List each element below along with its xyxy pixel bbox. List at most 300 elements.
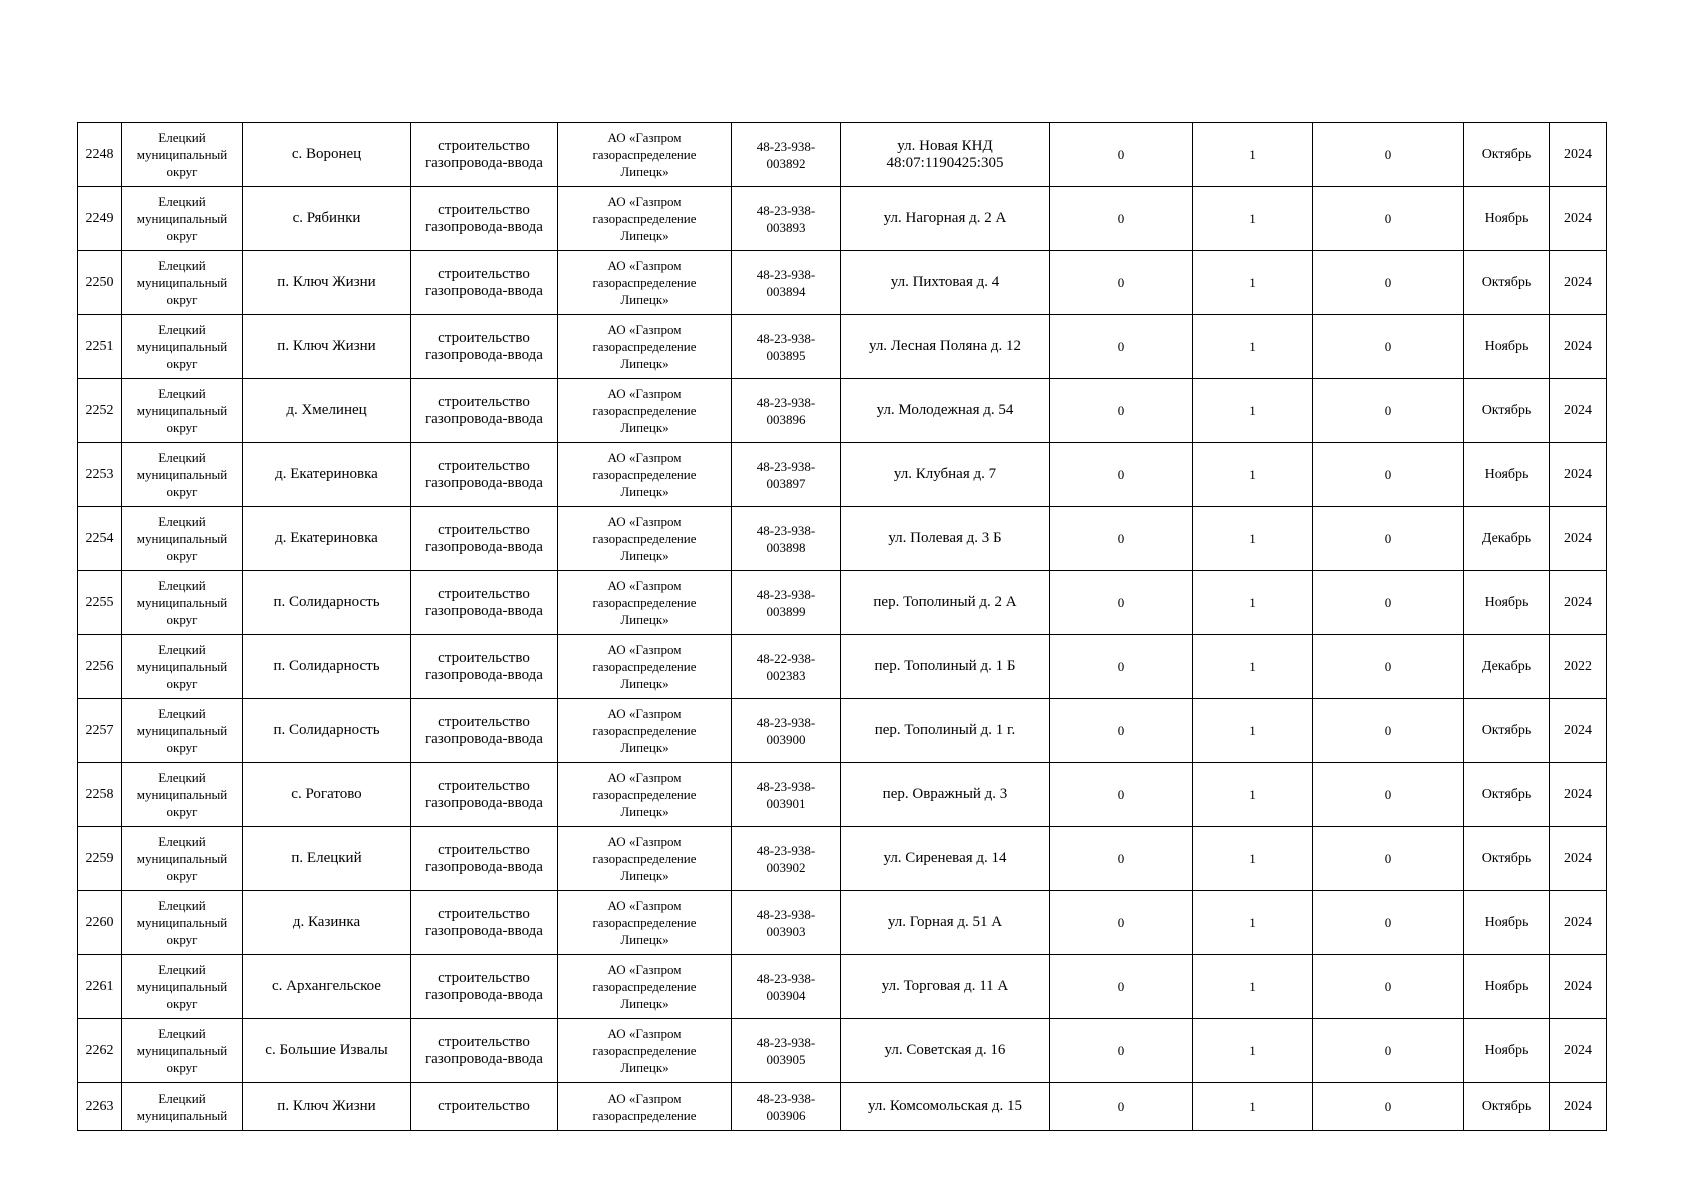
year-cell: 2024	[1550, 123, 1607, 187]
settlement-cell: п. Солидарность	[243, 699, 411, 763]
district-line: Елецкий	[158, 1026, 206, 1041]
settlement-cell: п. Ключ Жизни	[243, 251, 411, 315]
organization-line: Липецк»	[620, 676, 669, 691]
count-3-cell: 0	[1313, 187, 1464, 251]
count-1-cell: 0	[1050, 955, 1193, 1019]
organization-line: газораспределение	[592, 147, 697, 162]
district-line: Елецкий	[158, 514, 206, 529]
object-code-line: 003894	[766, 283, 806, 299]
row-number-cell: 2255	[78, 571, 122, 635]
row-number-cell: 2263	[78, 1083, 122, 1131]
count-3-cell: 0	[1313, 315, 1464, 379]
organization-line: АО «Газпром	[607, 130, 682, 145]
district-line: муниципальный	[136, 1107, 228, 1123]
district-line: Елецкий	[158, 1090, 206, 1106]
object-code-line: 003899	[766, 603, 806, 619]
organization-line: газораспределение	[592, 1107, 697, 1123]
address-cell	[841, 443, 1050, 507]
year-cell: 2024	[1550, 187, 1607, 251]
work-type-cell	[411, 443, 558, 507]
year-cell: 2024	[1550, 1083, 1607, 1131]
object-code-cell	[732, 699, 841, 763]
district-cell	[122, 379, 243, 443]
organization-line: газораспределение	[592, 787, 697, 802]
organization-line: Липецк»	[620, 804, 669, 819]
count-1-cell: 0	[1050, 251, 1193, 315]
row-number-cell: 2253	[78, 443, 122, 507]
address-line: ул. Нагорная д. 2 А	[883, 210, 1007, 226]
object-code-line: 48-23-938-	[756, 714, 816, 730]
object-code-cell	[732, 443, 841, 507]
district-line: Елецкий	[158, 450, 206, 465]
count-3-cell: 0	[1313, 891, 1464, 955]
month-cell: Октябрь	[1464, 827, 1550, 891]
work-type-cell	[411, 123, 558, 187]
district-line: муниципальный	[136, 339, 228, 354]
object-code-cell	[732, 827, 841, 891]
organization-line: АО «Газпром	[607, 898, 682, 913]
work-type-cell	[411, 571, 558, 635]
address-cell	[841, 891, 1050, 955]
organization-line: Липецк»	[620, 292, 669, 307]
count-3-cell: 0	[1313, 123, 1464, 187]
count-1-cell: 0	[1050, 1083, 1193, 1131]
district-line: муниципальный	[136, 403, 228, 418]
work-type-line: газопровода-ввода	[425, 410, 543, 427]
address-line: ул. Новая КНД	[897, 137, 993, 154]
district-line: округ	[166, 740, 198, 755]
district-line: Елецкий	[158, 706, 206, 721]
work-type-line: строительство	[438, 457, 530, 474]
object-code-cell	[732, 571, 841, 635]
organization-line: АО «Газпром	[607, 322, 682, 337]
row-number-cell: 2257	[78, 699, 122, 763]
work-type-cell	[411, 1083, 558, 1131]
object-code-cell	[732, 251, 841, 315]
object-code-cell	[732, 123, 841, 187]
district-line: Елецкий	[158, 130, 206, 145]
row-number-cell: 2252	[78, 379, 122, 443]
district-line: Елецкий	[158, 642, 206, 657]
work-type-cell	[411, 315, 558, 379]
organization-cell	[558, 635, 732, 699]
count-1-cell: 0	[1050, 379, 1193, 443]
organization-line: газораспределение	[592, 915, 697, 930]
work-type-line: строительство	[438, 585, 530, 602]
count-1-cell: 0	[1050, 635, 1193, 699]
address-line: ул. Горная д. 51 А	[887, 914, 1003, 930]
month-cell: Декабрь	[1464, 507, 1550, 571]
count-1-cell: 0	[1050, 891, 1193, 955]
work-type-line: газопровода-ввода	[425, 1050, 543, 1067]
district-line: муниципальный	[136, 467, 228, 482]
count-3-cell: 0	[1313, 571, 1464, 635]
work-type-cell	[411, 507, 558, 571]
object-code-cell	[732, 635, 841, 699]
table-row	[78, 763, 1607, 827]
organization-line: АО «Газпром	[607, 194, 682, 209]
settlement-cell: с. Рогатово	[243, 763, 411, 827]
work-type-line: строительство	[438, 969, 530, 986]
object-code-cell	[732, 955, 841, 1019]
year-cell: 2024	[1550, 315, 1607, 379]
district-cell	[122, 507, 243, 571]
organization-line: газораспределение	[592, 403, 697, 418]
month-cell: Ноябрь	[1464, 955, 1550, 1019]
district-line: Елецкий	[158, 386, 206, 401]
district-line: округ	[166, 292, 198, 307]
organization-line: Липецк»	[620, 420, 669, 435]
organization-line: газораспределение	[592, 531, 697, 546]
district-cell	[122, 251, 243, 315]
month-cell: Октябрь	[1464, 763, 1550, 827]
object-code-line: 48-23-938-	[756, 330, 816, 346]
settlement-cell: п. Солидарность	[243, 635, 411, 699]
count-3-cell: 0	[1313, 635, 1464, 699]
count-3-cell: 0	[1313, 507, 1464, 571]
address-cell	[841, 955, 1050, 1019]
work-type-line: газопровода-ввода	[425, 538, 543, 555]
address-cell	[841, 315, 1050, 379]
year-cell: 2024	[1550, 251, 1607, 315]
organization-line: газораспределение	[592, 211, 697, 226]
work-type-cell	[411, 699, 558, 763]
year-cell: 2024	[1550, 443, 1607, 507]
month-cell: Ноябрь	[1464, 315, 1550, 379]
organization-line: газораспределение	[592, 467, 697, 482]
row-number-cell: 2259	[78, 827, 122, 891]
year-cell: 2022	[1550, 635, 1607, 699]
object-code-line: 003900	[766, 731, 806, 747]
work-type-line: газопровода-ввода	[425, 602, 543, 619]
work-type-line: строительство	[438, 649, 530, 666]
address-line: ул. Лесная Поляна д. 12	[868, 338, 1021, 354]
address-line: ул. Комсомольская д. 15	[868, 1098, 1022, 1114]
address-cell	[841, 251, 1050, 315]
count-1-cell: 0	[1050, 827, 1193, 891]
district-cell	[122, 699, 243, 763]
organization-line: Липецк»	[620, 548, 669, 563]
district-cell	[122, 123, 243, 187]
work-type-line: строительство	[438, 905, 530, 922]
organization-cell	[558, 699, 732, 763]
work-type-cell	[411, 251, 558, 315]
table-row	[78, 571, 1607, 635]
object-code-line: 48-23-938-	[756, 586, 816, 602]
work-type-cell	[411, 1019, 558, 1083]
table-row	[78, 443, 1607, 507]
object-code-line: 003902	[766, 859, 806, 875]
work-type-line: газопровода-ввода	[425, 218, 543, 235]
work-type-cell	[411, 891, 558, 955]
count-2-cell: 1	[1193, 827, 1313, 891]
organization-line: АО «Газпром	[607, 386, 682, 401]
organization-line: АО «Газпром	[607, 962, 682, 977]
count-3-cell: 0	[1313, 1083, 1464, 1131]
organization-line: АО «Газпром	[607, 514, 682, 529]
work-type-line: строительство	[438, 201, 530, 218]
object-code-line: 003892	[766, 155, 806, 171]
address-line: пер. Тополиный д. 1 г.	[874, 722, 1016, 738]
organization-cell	[558, 763, 732, 827]
address-cell	[841, 1019, 1050, 1083]
work-type-line: строительство	[438, 841, 530, 858]
object-code-cell	[732, 763, 841, 827]
address-line: ул. Торговая д. 11 А	[881, 978, 1009, 994]
count-2-cell: 1	[1193, 443, 1313, 507]
month-cell: Октябрь	[1464, 379, 1550, 443]
object-code-line: 48-23-938-	[756, 1090, 816, 1106]
address-cell	[841, 187, 1050, 251]
count-2-cell: 1	[1193, 1019, 1313, 1083]
object-code-line: 003904	[766, 987, 806, 1003]
settlement-cell: п. Солидарность	[243, 571, 411, 635]
object-code-cell	[732, 507, 841, 571]
month-cell: Октябрь	[1464, 699, 1550, 763]
address-cell	[841, 571, 1050, 635]
district-line: округ	[166, 996, 198, 1011]
settlement-cell: с. Большие Извалы	[243, 1019, 411, 1083]
year-cell: 2024	[1550, 955, 1607, 1019]
month-cell: Декабрь	[1464, 635, 1550, 699]
row-number-cell: 2260	[78, 891, 122, 955]
organization-line: газораспределение	[592, 595, 697, 610]
row-number-cell: 2254	[78, 507, 122, 571]
row-number-cell: 2251	[78, 315, 122, 379]
object-code-line: 003903	[766, 923, 806, 939]
object-code-line: 48-23-938-	[756, 778, 816, 794]
count-2-cell: 1	[1193, 635, 1313, 699]
year-cell: 2024	[1550, 507, 1607, 571]
settlement-cell: д. Казинка	[243, 891, 411, 955]
organization-line: газораспределение	[592, 339, 697, 354]
table-row	[78, 123, 1607, 187]
organization-line: газораспределение	[592, 979, 697, 994]
month-cell: Ноябрь	[1464, 187, 1550, 251]
organization-line: АО «Газпром	[607, 578, 682, 593]
register-table	[77, 122, 1607, 1131]
object-code-line: 48-23-938-	[756, 842, 816, 858]
year-cell: 2024	[1550, 827, 1607, 891]
work-type-cell	[411, 763, 558, 827]
organization-line: АО «Газпром	[607, 1026, 682, 1041]
row-number-cell: 2262	[78, 1019, 122, 1083]
district-cell	[122, 763, 243, 827]
district-line: округ	[166, 804, 198, 819]
settlement-cell: п. Ключ Жизни	[243, 315, 411, 379]
organization-cell	[558, 1083, 732, 1131]
organization-line: газораспределение	[592, 275, 697, 290]
count-2-cell: 1	[1193, 379, 1313, 443]
year-cell: 2024	[1550, 1019, 1607, 1083]
work-type-line: газопровода-ввода	[425, 986, 543, 1003]
object-code-line: 48-23-938-	[756, 138, 816, 154]
district-line: Елецкий	[158, 194, 206, 209]
object-code-line: 003901	[766, 795, 806, 811]
work-type-line: строительство	[438, 329, 530, 346]
district-line: округ	[166, 228, 198, 243]
district-line: округ	[166, 548, 198, 563]
count-1-cell: 0	[1050, 507, 1193, 571]
district-line: муниципальный	[136, 915, 228, 930]
district-line: муниципальный	[136, 851, 228, 866]
table-row	[78, 379, 1607, 443]
district-line: муниципальный	[136, 1043, 228, 1058]
table-row	[78, 315, 1607, 379]
object-code-cell	[732, 891, 841, 955]
organization-cell	[558, 827, 732, 891]
work-type-line: газопровода-ввода	[425, 794, 543, 811]
work-type-cell	[411, 379, 558, 443]
organization-cell	[558, 1019, 732, 1083]
count-3-cell: 0	[1313, 763, 1464, 827]
organization-line: АО «Газпром	[607, 706, 682, 721]
address-line: ул. Клубная д. 7	[893, 466, 997, 482]
work-type-line: газопровода-ввода	[425, 154, 543, 171]
table-row	[78, 955, 1607, 1019]
settlement-cell: п. Елецкий	[243, 827, 411, 891]
settlement-cell: с. Рябинки	[243, 187, 411, 251]
work-type-line: газопровода-ввода	[425, 346, 543, 363]
object-code-line: 48-23-938-	[756, 906, 816, 922]
count-1-cell: 0	[1050, 1019, 1193, 1083]
address-cell	[841, 507, 1050, 571]
count-2-cell: 1	[1193, 571, 1313, 635]
object-code-cell	[732, 379, 841, 443]
count-3-cell: 0	[1313, 1019, 1464, 1083]
work-type-line: газопровода-ввода	[425, 858, 543, 875]
district-line: Елецкий	[158, 578, 206, 593]
row-number-cell: 2256	[78, 635, 122, 699]
organization-cell	[558, 187, 732, 251]
district-line: Елецкий	[158, 834, 206, 849]
work-type-cell	[411, 955, 558, 1019]
object-code-line: 48-23-938-	[756, 202, 816, 218]
organization-cell	[558, 123, 732, 187]
district-cell	[122, 1019, 243, 1083]
work-type-line: строительство	[438, 265, 530, 282]
count-1-cell: 0	[1050, 123, 1193, 187]
table-row	[78, 699, 1607, 763]
month-cell: Ноябрь	[1464, 1019, 1550, 1083]
district-cell	[122, 443, 243, 507]
table-row	[78, 187, 1607, 251]
organization-line: Липецк»	[620, 868, 669, 883]
address-line: пер. Тополиный д. 1 Б	[874, 658, 1016, 674]
organization-line: Липецк»	[620, 356, 669, 371]
district-line: Елецкий	[158, 962, 206, 977]
settlement-cell: п. Ключ Жизни	[243, 1083, 411, 1131]
work-type-cell	[411, 187, 558, 251]
address-cell	[841, 1083, 1050, 1131]
table-row	[78, 827, 1607, 891]
count-3-cell: 0	[1313, 443, 1464, 507]
district-line: муниципальный	[136, 723, 228, 738]
district-line: Елецкий	[158, 258, 206, 273]
count-2-cell: 1	[1193, 699, 1313, 763]
address-cell	[841, 699, 1050, 763]
work-type-cell	[411, 827, 558, 891]
count-2-cell: 1	[1193, 123, 1313, 187]
district-line: муниципальный	[136, 979, 228, 994]
address-line: ул. Сиреневая д. 14	[883, 850, 1007, 866]
object-code-cell	[732, 187, 841, 251]
district-cell	[122, 187, 243, 251]
count-2-cell: 1	[1193, 955, 1313, 1019]
object-code-line: 003906	[766, 1107, 806, 1123]
organization-line: АО «Газпром	[607, 258, 682, 273]
object-code-line: 48-22-938-	[756, 650, 816, 666]
district-cell	[122, 891, 243, 955]
month-cell: Октябрь	[1464, 1083, 1550, 1131]
table-row	[78, 1019, 1607, 1083]
work-type-line: газопровода-ввода	[425, 282, 543, 299]
address-line: ул. Советская д. 16	[884, 1042, 1006, 1058]
district-line: округ	[166, 868, 198, 883]
work-type-line: строительство	[438, 137, 530, 154]
count-3-cell: 0	[1313, 827, 1464, 891]
table-row	[78, 1083, 1607, 1131]
district-line: Елецкий	[158, 898, 206, 913]
work-type-line: строительство	[438, 1033, 530, 1050]
year-cell: 2024	[1550, 379, 1607, 443]
object-code-line: 48-23-938-	[756, 266, 816, 282]
organization-line: газораспределение	[592, 1043, 697, 1058]
district-line: округ	[166, 932, 198, 947]
object-code-cell	[732, 1019, 841, 1083]
address-cell	[841, 123, 1050, 187]
object-code-line: 003897	[766, 475, 806, 491]
district-line: муниципальный	[136, 787, 228, 802]
organization-cell	[558, 955, 732, 1019]
object-code-line: 003893	[766, 219, 806, 235]
table-row	[78, 635, 1607, 699]
organization-line: газораспределение	[592, 851, 697, 866]
count-1-cell: 0	[1050, 571, 1193, 635]
object-code-cell	[732, 315, 841, 379]
district-line: округ	[166, 676, 198, 691]
district-cell	[122, 571, 243, 635]
settlement-cell: д. Хмелинец	[243, 379, 411, 443]
district-line: муниципальный	[136, 659, 228, 674]
district-line: округ	[166, 420, 198, 435]
row-number-cell: 2261	[78, 955, 122, 1019]
row-number-cell: 2249	[78, 187, 122, 251]
district-line: округ	[166, 484, 198, 499]
count-3-cell: 0	[1313, 379, 1464, 443]
organization-cell	[558, 571, 732, 635]
count-1-cell: 0	[1050, 187, 1193, 251]
count-1-cell: 0	[1050, 699, 1193, 763]
district-line: округ	[166, 1060, 198, 1075]
year-cell: 2024	[1550, 571, 1607, 635]
object-code-line: 48-23-938-	[756, 970, 816, 986]
month-cell: Октябрь	[1464, 123, 1550, 187]
district-line: муниципальный	[136, 595, 228, 610]
work-type-line: газопровода-ввода	[425, 474, 543, 491]
count-3-cell: 0	[1313, 699, 1464, 763]
address-line: 48:07:1190425:305	[886, 154, 1004, 171]
work-type-line: строительство	[438, 521, 530, 538]
address-cell	[841, 635, 1050, 699]
address-line: ул. Пихтовая д. 4	[890, 274, 1000, 290]
object-code-line: 002383	[766, 667, 806, 683]
organization-line: Липецк»	[620, 740, 669, 755]
district-line: округ	[166, 356, 198, 371]
organization-cell	[558, 251, 732, 315]
work-type-line: газопровода-ввода	[425, 922, 543, 939]
month-cell: Ноябрь	[1464, 571, 1550, 635]
